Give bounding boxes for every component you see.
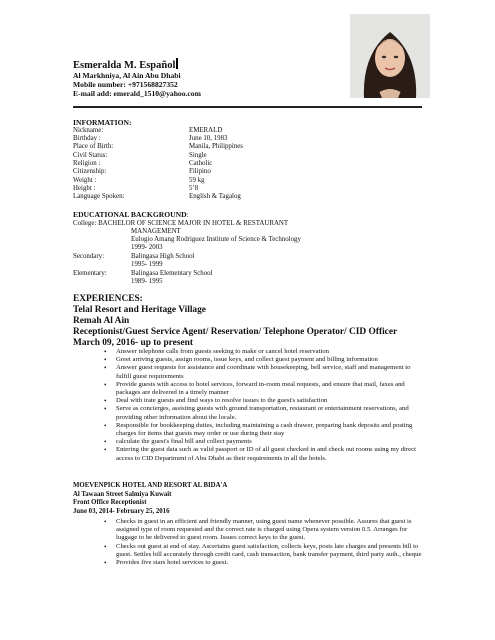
info-label: Birthday : <box>73 135 101 142</box>
elementary-line: 1989- 1995 <box>131 278 163 285</box>
job-dates: June 03, 2014- February 25, 2016 <box>73 508 170 515</box>
secondary-line: Balingasa High School <box>131 253 195 260</box>
header-divider <box>73 106 422 108</box>
info-value: Filipino <box>189 168 211 175</box>
info-row-citizenship <box>73 168 211 175</box>
info-value: Manila, Philippines <box>189 143 243 150</box>
duty-item: • Provides five stars hotel services to guest. <box>86 559 424 567</box>
info-label: Religion : <box>73 160 101 167</box>
secondary-line: 1995- 1999 <box>131 261 163 268</box>
duty-item: • Greet arriving guests, assign rooms, issue keys, and collect guest payment and billing information <box>86 356 424 364</box>
info-label: Language Spoken: <box>73 193 125 200</box>
duty-item: • Checks out guest at end of stay. Ascertains guest satisfaction, collects keys, posts late charges and presents bill to guest. Settles bill accurately through credit card, cash transaction, bank transfer payment, third party auth., cheque <box>86 543 424 559</box>
company-location: Al Tawaan Street Salmiya Kuwait <box>73 491 172 498</box>
company-location: Remah Al Ain <box>73 316 130 326</box>
info-label: Civil Status: <box>73 152 108 159</box>
information-heading: INFORMATION: <box>73 118 132 127</box>
experiences-heading: EXPERIENCES: <box>73 294 143 304</box>
mobile-number: Mobile number: +971568827352 <box>73 80 178 89</box>
info-value: 59 kg <box>189 177 205 184</box>
email-address: E-mail add: emerald_1510@yahoo.com <box>73 89 201 98</box>
info-row-language <box>73 193 241 200</box>
info-row-height <box>73 185 199 192</box>
info-row-civil-status <box>73 152 207 159</box>
info-value: EMERALD <box>189 127 223 134</box>
duty-item: • Serve as concierges, assisting guests with ground transportation, restaurant or entertainment reservations, and providing other information about the locale. <box>86 405 424 421</box>
company-name: Telal Resort and Heritage Village <box>73 305 206 315</box>
college-line: Eulogio Amang Rodriguez Institute of Science & Technology <box>131 236 301 243</box>
job-dates: March 09, 2016- up to present <box>73 338 193 348</box>
info-value: Single <box>189 152 207 159</box>
info-row-weight <box>73 177 205 184</box>
duty-item: • calculate the guest's final bill and collect payments <box>86 438 424 446</box>
text-cursor <box>176 58 178 69</box>
info-label: Weight : <box>73 177 97 184</box>
info-row-birthday <box>73 135 228 142</box>
education-college-line: College: BACHELOR OF SCIENCE MAJOR IN HOTEL & RESTAURANT <box>73 220 289 227</box>
duty-item: • Responsible for bookkeeping duties, including maintaining a cash drawer, preparing bank deposits and posting charges for items that guests may order or use during their stay <box>86 422 424 438</box>
duties-list <box>86 348 424 463</box>
duty-item: • Deal with irate guests and find ways to resolve issues to the guest's satisfaction <box>86 397 424 405</box>
info-label: Nickname: <box>73 127 104 134</box>
college-line: 1999- 2003 <box>131 244 163 251</box>
info-label: Place of Birth: <box>73 143 114 150</box>
profile-photo <box>350 14 430 98</box>
applicant-name: Esmeralda M. Español <box>73 58 178 71</box>
info-label: Height : <box>73 185 96 192</box>
info-value: 5’8 <box>189 185 199 192</box>
duty-item: • Entering the guest data such as valid passport or ID of all guest checked in and check out rooms using my direct access to CID Department of Abu Dhabi as their requirements in all the hotels. <box>86 446 424 462</box>
info-value: June 10, 1983 <box>189 135 228 142</box>
duty-item: • Provide guests with access to hotel services, forward in-room meal requests, and ensure that mail, faxes and packages are delivered in a timely manner <box>86 381 424 397</box>
education-heading: EDUCATIONAL BACKGROUND: <box>73 210 189 219</box>
education-elementary-label: Elementary: <box>73 270 107 277</box>
duty-item: • Answer telephone calls from guests seeking to make or cancel hotel reservation <box>86 348 424 356</box>
duty-item: • Checks in guest in an efficient and friendly manner, using guest name whenever possible. Assures that guest is assigned type of room requested and the correct rate is charged using Opera system version 0.5. Arranges for luggage to be delivered to guest room. Issues correct keys to the guest. <box>86 518 424 543</box>
education-secondary-label: Secondary: <box>73 253 104 260</box>
job-position: Receptionist/Guest Service Agent/ Reservation/ Telephone Operator/ CID Officer <box>73 327 398 337</box>
job-position: Front Office Receptionist <box>73 499 147 506</box>
elementary-line: Balingasa Elementary School <box>131 270 213 277</box>
duty-item: • Answer guest requests for assistance and coordinate with housekeeping, bell service, staff and management to fulfill guest requirements <box>86 364 424 380</box>
college-line: MANAGEMENT <box>131 228 181 235</box>
info-label: Citizenship: <box>73 168 107 175</box>
info-value: Catholic <box>189 160 213 167</box>
duties-list <box>86 518 424 567</box>
info-row-religion <box>73 160 213 167</box>
info-value: English & Tagalog <box>189 193 241 200</box>
info-row-nickname <box>73 127 223 134</box>
address: Al Markhniya, Al Ain Abu Dhabi <box>73 71 181 80</box>
info-row-place-of-birth <box>73 143 243 150</box>
company-name: MOEVENPICK HOTEL AND RESORT AL BIDA'A <box>73 482 228 489</box>
